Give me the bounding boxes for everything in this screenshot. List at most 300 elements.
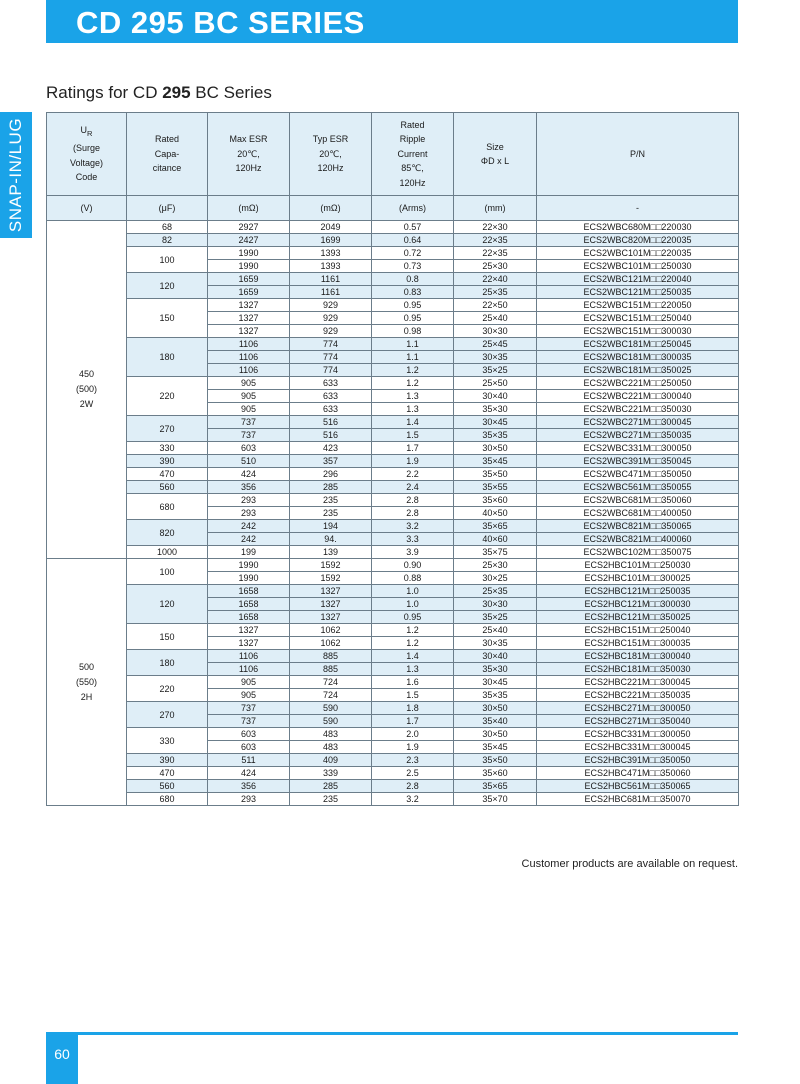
capacitance-cell: 680 [127,793,208,806]
part-number-cell: ECS2WBC101M□□250030 [537,260,739,273]
part-number-cell: ECS2WBC221M□□350030 [537,403,739,416]
unit-cell-6: - [537,196,739,221]
part-number-cell: ECS2HBC471M□□350060 [537,767,739,780]
capacitance-cell: 120 [127,585,208,624]
table-row [47,650,739,663]
ripple-current-cell: 2.3 [372,754,454,767]
max-esr-cell: 242 [208,533,290,546]
typ-esr-cell: 590 [290,715,372,728]
table-row [47,754,739,767]
part-number-cell: ECS2HBC181M□□300040 [537,650,739,663]
max-esr-cell: 1659 [208,273,290,286]
capacitance-cell: 1000 [127,546,208,559]
table-row [47,299,739,312]
section-title-prefix: Ratings for CD [46,83,163,102]
header-cell-4: Rated Ripple Current 85℃, 120Hz [372,113,454,196]
part-number-cell: ECS2WBC471M□□350050 [537,468,739,481]
size-cell: 25×45 [454,338,537,351]
ripple-current-cell: 1.5 [372,429,454,442]
ripple-current-cell: 2.2 [372,468,454,481]
typ-esr-cell: 724 [290,689,372,702]
size-cell: 30×50 [454,728,537,741]
size-cell: 22×40 [454,273,537,286]
typ-esr-cell: 235 [290,507,372,520]
part-number-cell: ECS2WBC820M□□220035 [537,234,739,247]
part-number-cell: ECS2WBC181M□□350025 [537,364,739,377]
ripple-current-cell: 1.5 [372,689,454,702]
typ-esr-cell: 774 [290,338,372,351]
part-number-cell: ECS2WBC271M□□350035 [537,429,739,442]
max-esr-cell: 424 [208,468,290,481]
part-number-cell: ECS2WBC680M□□220030 [537,221,739,234]
ripple-current-cell: 1.1 [372,351,454,364]
typ-esr-cell: 724 [290,676,372,689]
ripple-current-cell: 1.2 [372,377,454,390]
capacitance-cell: 470 [127,468,208,481]
part-number-cell: ECS2HBC271M□□300050 [537,702,739,715]
table-row [47,676,739,689]
max-esr-cell: 2927 [208,221,290,234]
ripple-current-cell: 0.90 [372,559,454,572]
table-row [47,377,739,390]
typ-esr-cell: 483 [290,741,372,754]
side-tab-label: SNAP-IN/LUG [6,117,25,233]
size-cell: 35×40 [454,715,537,728]
typ-esr-cell: 94. [290,533,372,546]
table-row [47,442,739,455]
typ-esr-cell: 1327 [290,611,372,624]
typ-esr-cell: 590 [290,702,372,715]
part-number-cell: ECS2WBC821M□□400060 [537,533,739,546]
table-row [47,780,739,793]
size-cell: 30×40 [454,390,537,403]
part-number-cell: ECS2WBC391M□□350045 [537,455,739,468]
table-row [47,221,739,234]
size-cell: 30×30 [454,325,537,338]
typ-esr-cell: 929 [290,325,372,338]
part-number-cell: ECS2WBC102M□□350075 [537,546,739,559]
typ-esr-cell: 1327 [290,585,372,598]
capacitance-cell: 100 [127,559,208,585]
size-cell: 30×50 [454,702,537,715]
table-row [47,728,739,741]
max-esr-cell: 603 [208,741,290,754]
typ-esr-cell: 285 [290,780,372,793]
typ-esr-cell: 1327 [290,598,372,611]
typ-esr-cell: 235 [290,494,372,507]
ripple-current-cell: 2.5 [372,767,454,780]
ratings-table [46,112,739,806]
capacitance-cell: 330 [127,728,208,754]
header-cell-0: $U_R$ (Surge Voltage) Code [47,113,127,196]
availability-note: Customer products are available on request. [521,858,738,870]
typ-esr-cell: 194 [290,520,372,533]
max-esr-cell: 1658 [208,598,290,611]
typ-esr-cell: 1062 [290,637,372,650]
header-cell-2: Max ESR 20℃, 120Hz [208,113,290,196]
part-number-cell: ECS2WBC221M□□250050 [537,377,739,390]
max-esr-cell: 2427 [208,234,290,247]
table-row [47,481,739,494]
part-number-cell: ECS2WBC681M□□350060 [537,494,739,507]
ratings-table-header [47,113,739,221]
size-cell: 30×50 [454,442,537,455]
part-number-cell: ECS2WBC271M□□300045 [537,416,739,429]
ripple-current-cell: 1.3 [372,663,454,676]
table-row [47,468,739,481]
size-cell: 35×60 [454,767,537,780]
part-number-cell: ECS2WBC121M□□220040 [537,273,739,286]
size-cell: 25×35 [454,286,537,299]
max-esr-cell: 1106 [208,650,290,663]
typ-esr-cell: 139 [290,546,372,559]
max-esr-cell: 603 [208,728,290,741]
capacitance-cell: 100 [127,247,208,273]
part-number-cell: ECS2WBC151M□□300030 [537,325,739,338]
max-esr-cell: 1106 [208,663,290,676]
capacitance-cell: 330 [127,442,208,455]
part-number-cell: ECS2HBC331M□□300045 [537,741,739,754]
typ-esr-cell: 633 [290,390,372,403]
part-number-cell: ECS2HBC101M□□300025 [537,572,739,585]
typ-esr-cell: 929 [290,312,372,325]
max-esr-cell: 199 [208,546,290,559]
part-number-cell: ECS2HBC681M□□350070 [537,793,739,806]
ripple-current-cell: 3.2 [372,520,454,533]
size-cell: 25×35 [454,585,537,598]
ripple-current-cell: 3.9 [372,546,454,559]
size-cell: 35×65 [454,780,537,793]
table-row [47,559,739,572]
size-cell: 35×65 [454,520,537,533]
typ-esr-cell: 1699 [290,234,372,247]
max-esr-cell: 905 [208,676,290,689]
typ-esr-cell: 483 [290,728,372,741]
typ-esr-cell: 1161 [290,273,372,286]
capacitance-cell: 180 [127,650,208,676]
capacitance-cell: 120 [127,273,208,299]
typ-esr-cell: 1592 [290,572,372,585]
typ-esr-cell: 885 [290,650,372,663]
size-cell: 30×45 [454,676,537,689]
unit-cell-4: (Arms) [372,196,454,221]
size-cell: 35×45 [454,741,537,754]
ripple-current-cell: 0.95 [372,312,454,325]
part-number-cell: ECS2WBC181M□□250045 [537,338,739,351]
size-cell: 40×50 [454,507,537,520]
capacitance-cell: 150 [127,299,208,338]
capacitance-cell: 180 [127,338,208,377]
typ-esr-cell: 1062 [290,624,372,637]
size-cell: 35×30 [454,403,537,416]
ripple-current-cell: 1.9 [372,455,454,468]
typ-esr-cell: 1161 [290,286,372,299]
max-esr-cell: 1659 [208,286,290,299]
typ-esr-cell: 885 [290,663,372,676]
max-esr-cell: 737 [208,715,290,728]
size-cell: 35×50 [454,754,537,767]
typ-esr-cell: 339 [290,767,372,780]
capacitance-cell: 150 [127,624,208,650]
table-row [47,455,739,468]
ripple-current-cell: 0.88 [372,572,454,585]
part-number-cell: ECS2WBC331M□□300050 [537,442,739,455]
size-cell: 35×50 [454,468,537,481]
max-esr-cell: 1106 [208,351,290,364]
ripple-current-cell: 2.8 [372,780,454,793]
size-cell: 35×30 [454,663,537,676]
ripple-current-cell: 0.72 [372,247,454,260]
ripple-current-cell: 0.98 [372,325,454,338]
unit-cell-5: (mm) [454,196,537,221]
page-number: 60 [54,1046,70,1062]
table-row [47,546,739,559]
max-esr-cell: 356 [208,780,290,793]
ripple-current-cell: 1.0 [372,585,454,598]
size-cell: 25×50 [454,377,537,390]
part-number-cell: ECS2WBC561M□□350055 [537,481,739,494]
capacitance-cell: 560 [127,780,208,793]
max-esr-cell: 242 [208,520,290,533]
ripple-current-cell: 0.95 [372,299,454,312]
max-esr-cell: 1327 [208,637,290,650]
ratings-table-body [47,221,739,806]
max-esr-cell: 905 [208,377,290,390]
part-number-cell: ECS2WBC101M□□220035 [537,247,739,260]
max-esr-cell: 905 [208,390,290,403]
unit-cell-3: (mΩ) [290,196,372,221]
size-cell: 22×35 [454,234,537,247]
ripple-current-cell: 1.3 [372,403,454,416]
part-number-cell: ECS2HBC271M□□350040 [537,715,739,728]
size-cell: 22×30 [454,221,537,234]
capacitance-cell: 470 [127,767,208,780]
ripple-current-cell: 1.8 [372,702,454,715]
ripple-current-cell: 0.95 [372,611,454,624]
capacitance-cell: 560 [127,481,208,494]
max-esr-cell: 1327 [208,624,290,637]
size-cell: 35×60 [454,494,537,507]
size-cell: 35×35 [454,689,537,702]
max-esr-cell: 905 [208,689,290,702]
size-cell: 30×40 [454,650,537,663]
table-row [47,585,739,598]
ripple-current-cell: 0.57 [372,221,454,234]
header-cell-5: Size ΦD x L [454,113,537,196]
max-esr-cell: 1106 [208,364,290,377]
table-row [47,273,739,286]
header-cell-6: P/N [537,113,739,196]
ripple-current-cell: 0.73 [372,260,454,273]
typ-esr-cell: 296 [290,468,372,481]
max-esr-cell: 737 [208,702,290,715]
ripple-current-cell: 0.64 [372,234,454,247]
typ-esr-cell: 1592 [290,559,372,572]
section-title-series: 295 [162,83,191,102]
typ-esr-cell: 633 [290,403,372,416]
ripple-current-cell: 1.9 [372,741,454,754]
capacitance-cell: 270 [127,416,208,442]
ripple-current-cell: 1.4 [372,416,454,429]
capacitance-cell: 220 [127,377,208,416]
size-cell: 22×50 [454,299,537,312]
size-cell: 35×25 [454,364,537,377]
typ-esr-cell: 2049 [290,221,372,234]
size-cell: 30×45 [454,416,537,429]
max-esr-cell: 510 [208,455,290,468]
page-title: CD 295 BC SERIES [76,5,365,40]
section-title [46,83,272,103]
capacitance-cell: 680 [127,494,208,520]
capacitance-cell: 390 [127,754,208,767]
part-number-cell: ECS2HBC151M□□250040 [537,624,739,637]
size-cell: 25×30 [454,559,537,572]
table-row [47,520,739,533]
max-esr-cell: 1990 [208,572,290,585]
ripple-current-cell: 0.8 [372,273,454,286]
table-row [47,247,739,260]
table-row [47,234,739,247]
size-cell: 25×30 [454,260,537,273]
part-number-cell: ECS2WBC181M□□300035 [537,351,739,364]
typ-esr-cell: 516 [290,416,372,429]
voltage-code-cell: 450 (500) 2W [47,221,127,559]
max-esr-cell: 293 [208,793,290,806]
ripple-current-cell: 1.3 [372,390,454,403]
max-esr-cell: 603 [208,442,290,455]
max-esr-cell: 511 [208,754,290,767]
ripple-current-cell: 1.7 [372,442,454,455]
max-esr-cell: 424 [208,767,290,780]
part-number-cell: ECS2HBC561M□□350065 [537,780,739,793]
max-esr-cell: 1990 [208,559,290,572]
part-number-cell: ECS2WBC681M□□400050 [537,507,739,520]
part-number-cell: ECS2WBC221M□□300040 [537,390,739,403]
part-number-cell: ECS2HBC181M□□350030 [537,663,739,676]
part-number-cell: ECS2HBC331M□□300050 [537,728,739,741]
section-title-suffix: BC Series [190,83,272,102]
typ-esr-cell: 929 [290,299,372,312]
table-row [47,338,739,351]
header-cell-1: Rated Capa- citance [127,113,208,196]
ripple-current-cell: 1.4 [372,650,454,663]
part-number-cell: ECS2HBC391M□□350050 [537,754,739,767]
size-cell: 35×45 [454,455,537,468]
size-cell: 35×55 [454,481,537,494]
ripple-current-cell: 1.2 [372,364,454,377]
ripple-current-cell: 1.2 [372,624,454,637]
capacitance-cell: 82 [127,234,208,247]
table-row [47,416,739,429]
typ-esr-cell: 285 [290,481,372,494]
ripple-current-cell: 1.7 [372,715,454,728]
max-esr-cell: 356 [208,481,290,494]
size-cell: 22×35 [454,247,537,260]
table-row [47,767,739,780]
capacitance-cell: 270 [127,702,208,728]
part-number-cell: ECS2WBC121M□□250035 [537,286,739,299]
part-number-cell: ECS2HBC221M□□350035 [537,689,739,702]
part-number-cell: ECS2HBC121M□□350025 [537,611,739,624]
size-cell: 40×60 [454,533,537,546]
ripple-current-cell: 1.0 [372,598,454,611]
typ-esr-cell: 357 [290,455,372,468]
typ-esr-cell: 516 [290,429,372,442]
ripple-current-cell: 0.83 [372,286,454,299]
typ-esr-cell: 1393 [290,247,372,260]
size-cell: 35×35 [454,429,537,442]
part-number-cell: ECS2HBC151M□□300035 [537,637,739,650]
header-cell-3: Typ ESR 20℃, 120Hz [290,113,372,196]
typ-esr-cell: 235 [290,793,372,806]
max-esr-cell: 1658 [208,611,290,624]
part-number-cell: ECS2WBC821M□□350065 [537,520,739,533]
typ-esr-cell: 633 [290,377,372,390]
part-number-cell: ECS2WBC151M□□250040 [537,312,739,325]
size-cell: 35×25 [454,611,537,624]
table-row [47,793,739,806]
ripple-current-cell: 2.0 [372,728,454,741]
max-esr-cell: 1327 [208,299,290,312]
max-esr-cell: 1658 [208,585,290,598]
part-number-cell: ECS2WBC151M□□220050 [537,299,739,312]
max-esr-cell: 1106 [208,338,290,351]
part-number-cell: ECS2HBC221M□□300045 [537,676,739,689]
capacitance-cell: 820 [127,520,208,546]
size-cell: 30×30 [454,598,537,611]
unit-cell-1: (μF) [127,196,208,221]
table-row [47,494,739,507]
typ-esr-cell: 774 [290,351,372,364]
capacitance-cell: 68 [127,221,208,234]
typ-esr-cell: 423 [290,442,372,455]
max-esr-cell: 293 [208,507,290,520]
ripple-current-cell: 2.4 [372,481,454,494]
max-esr-cell: 905 [208,403,290,416]
typ-esr-cell: 1393 [290,260,372,273]
capacitance-cell: 220 [127,676,208,702]
max-esr-cell: 1990 [208,247,290,260]
typ-esr-cell: 774 [290,364,372,377]
table-row [47,624,739,637]
size-cell: 35×70 [454,793,537,806]
footer-rule [46,1032,738,1035]
part-number-cell: ECS2HBC121M□□300030 [537,598,739,611]
ripple-current-cell: 2.8 [372,494,454,507]
ripple-current-cell: 1.2 [372,637,454,650]
size-cell: 30×25 [454,572,537,585]
size-cell: 25×40 [454,312,537,325]
voltage-code-cell: 500 (550) 2H [47,559,127,806]
part-number-cell: ECS2HBC121M□□250035 [537,585,739,598]
size-cell: 30×35 [454,637,537,650]
unit-cell-0: (V) [47,196,127,221]
ripple-current-cell: 1.6 [372,676,454,689]
max-esr-cell: 737 [208,416,290,429]
size-cell: 30×35 [454,351,537,364]
ripple-current-cell: 3.3 [372,533,454,546]
capacitance-cell: 390 [127,455,208,468]
max-esr-cell: 1327 [208,312,290,325]
part-number-cell: ECS2HBC101M□□250030 [537,559,739,572]
ripple-current-cell: 2.8 [372,507,454,520]
max-esr-cell: 293 [208,494,290,507]
max-esr-cell: 1327 [208,325,290,338]
ripple-current-cell: 1.1 [372,338,454,351]
max-esr-cell: 1990 [208,260,290,273]
table-row [47,702,739,715]
ripple-current-cell: 3.2 [372,793,454,806]
